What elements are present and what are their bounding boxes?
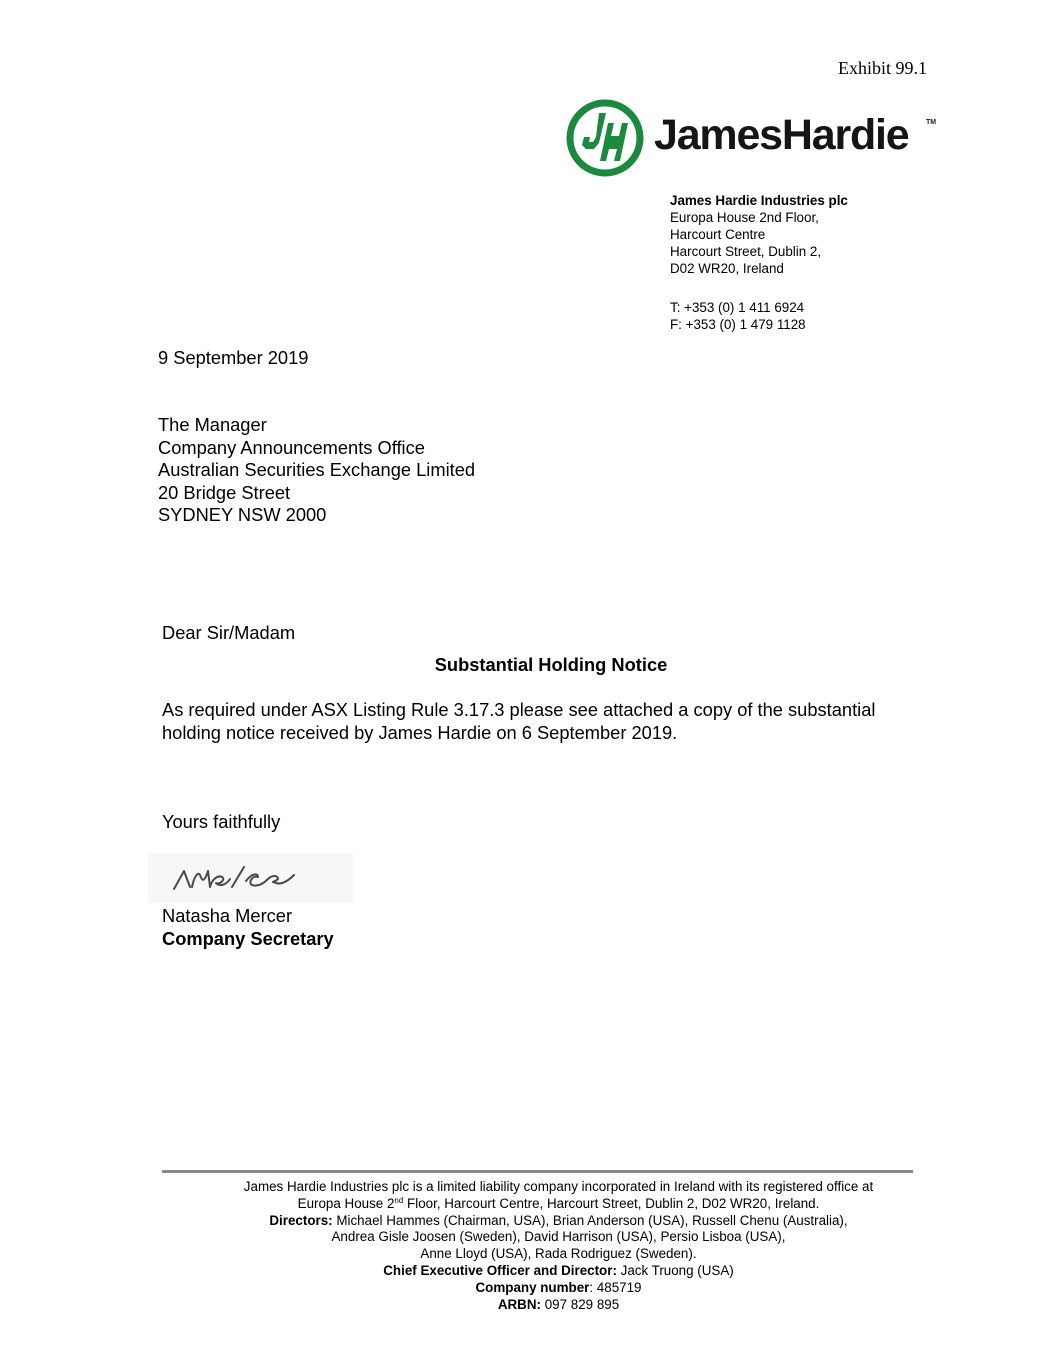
ceo-value: Jack Truong (USA) [616, 1262, 734, 1278]
arbn-label: ARBN: [497, 1296, 541, 1312]
directors-label: Directors: [269, 1212, 333, 1228]
letter-subject: Substantial Holding Notice [434, 654, 668, 675]
footer-ceo-line [162, 1263, 955, 1280]
footer-office-line [162, 1196, 955, 1213]
signer-block [162, 904, 334, 950]
recipient-line: Australian Securities Exchange Limited [158, 459, 476, 480]
jh-monogram-icon [566, 99, 644, 177]
recipient-line: Company Announcements Office [158, 436, 425, 458]
company-number-label: Company number [475, 1279, 590, 1295]
signature-image [148, 853, 353, 903]
letter-date: 9 September 2019 [158, 347, 309, 368]
footer-directors-line: Andrea Gisle Joosen (Sweden), David Harrison (USA), Persio Lisboa (USA), [331, 1229, 786, 1245]
spacer [670, 277, 848, 299]
address-line: Europa House 2nd Floor, [670, 210, 819, 225]
signer-name: Natasha Mercer [162, 905, 293, 926]
address-line: Harcourt Street, Dublin 2, [670, 244, 822, 259]
footer-office-pre: Europa House 2 [297, 1195, 395, 1211]
salutation: Dear Sir/Madam [162, 622, 296, 643]
recipient-line: The Manager [158, 414, 267, 435]
brand-wordmark: JamesHardie [654, 111, 909, 159]
body-line: As required under ASX Listing Rule 3.17.3 please see attached a copy of the substantial [162, 699, 876, 720]
exhibit-label: Exhibit 99.1 [838, 58, 927, 78]
letterhead-company: James Hardie Industries plc [670, 193, 848, 208]
fax-number: F: +353 (0) 1 479 1128 [670, 317, 806, 332]
signer-title: Company Secretary [162, 928, 334, 949]
footer-divider [162, 1170, 913, 1173]
footer-arbn-line [162, 1297, 955, 1314]
footer-registration-line: James Hardie Industries plc is a limited liability company incorporated in Ireland with its registered office at [243, 1179, 874, 1194]
arbn-value: 097 829 895 [540, 1296, 620, 1312]
directors-list: Michael Hammes (Chairman, USA), Brian Anderson (USA), Russell Chenu (Australia), [332, 1212, 848, 1228]
phone-number: T: +353 (0) 1 411 6924 [670, 300, 805, 315]
letter-body [162, 699, 875, 744]
footer-directors-line: Anne Lloyd (USA), Rada Rodriguez (Sweden). [420, 1246, 697, 1262]
recipient-address [158, 414, 475, 527]
signature-scribble-icon [148, 853, 353, 903]
trademark-symbol: TM [926, 119, 937, 126]
recipient-line: SYDNEY NSW 2000 [158, 504, 327, 525]
footer-directors-line [162, 1213, 955, 1230]
address-line: Harcourt Centre [670, 227, 766, 242]
company-logo [566, 99, 938, 179]
closing: Yours faithfully [162, 811, 281, 832]
footer [162, 1179, 955, 1313]
address-line: D02 WR20, Ireland [670, 261, 784, 276]
footer-company-number-line [162, 1280, 955, 1297]
recipient-line: 20 Bridge Street [158, 481, 291, 503]
footer-office-post: Floor, Harcourt Centre, Harcourt Street, Dublin 2, D02 WR20, Ireland. [403, 1195, 820, 1211]
company-number-value: : 485719 [589, 1279, 642, 1295]
footer-office-sup: nd [394, 1195, 404, 1205]
body-line: holding notice received by James Hardie on 6 September 2019. [162, 721, 678, 743]
ceo-label: Chief Executive Officer and Director: [383, 1262, 617, 1278]
letterhead-address [670, 192, 848, 333]
